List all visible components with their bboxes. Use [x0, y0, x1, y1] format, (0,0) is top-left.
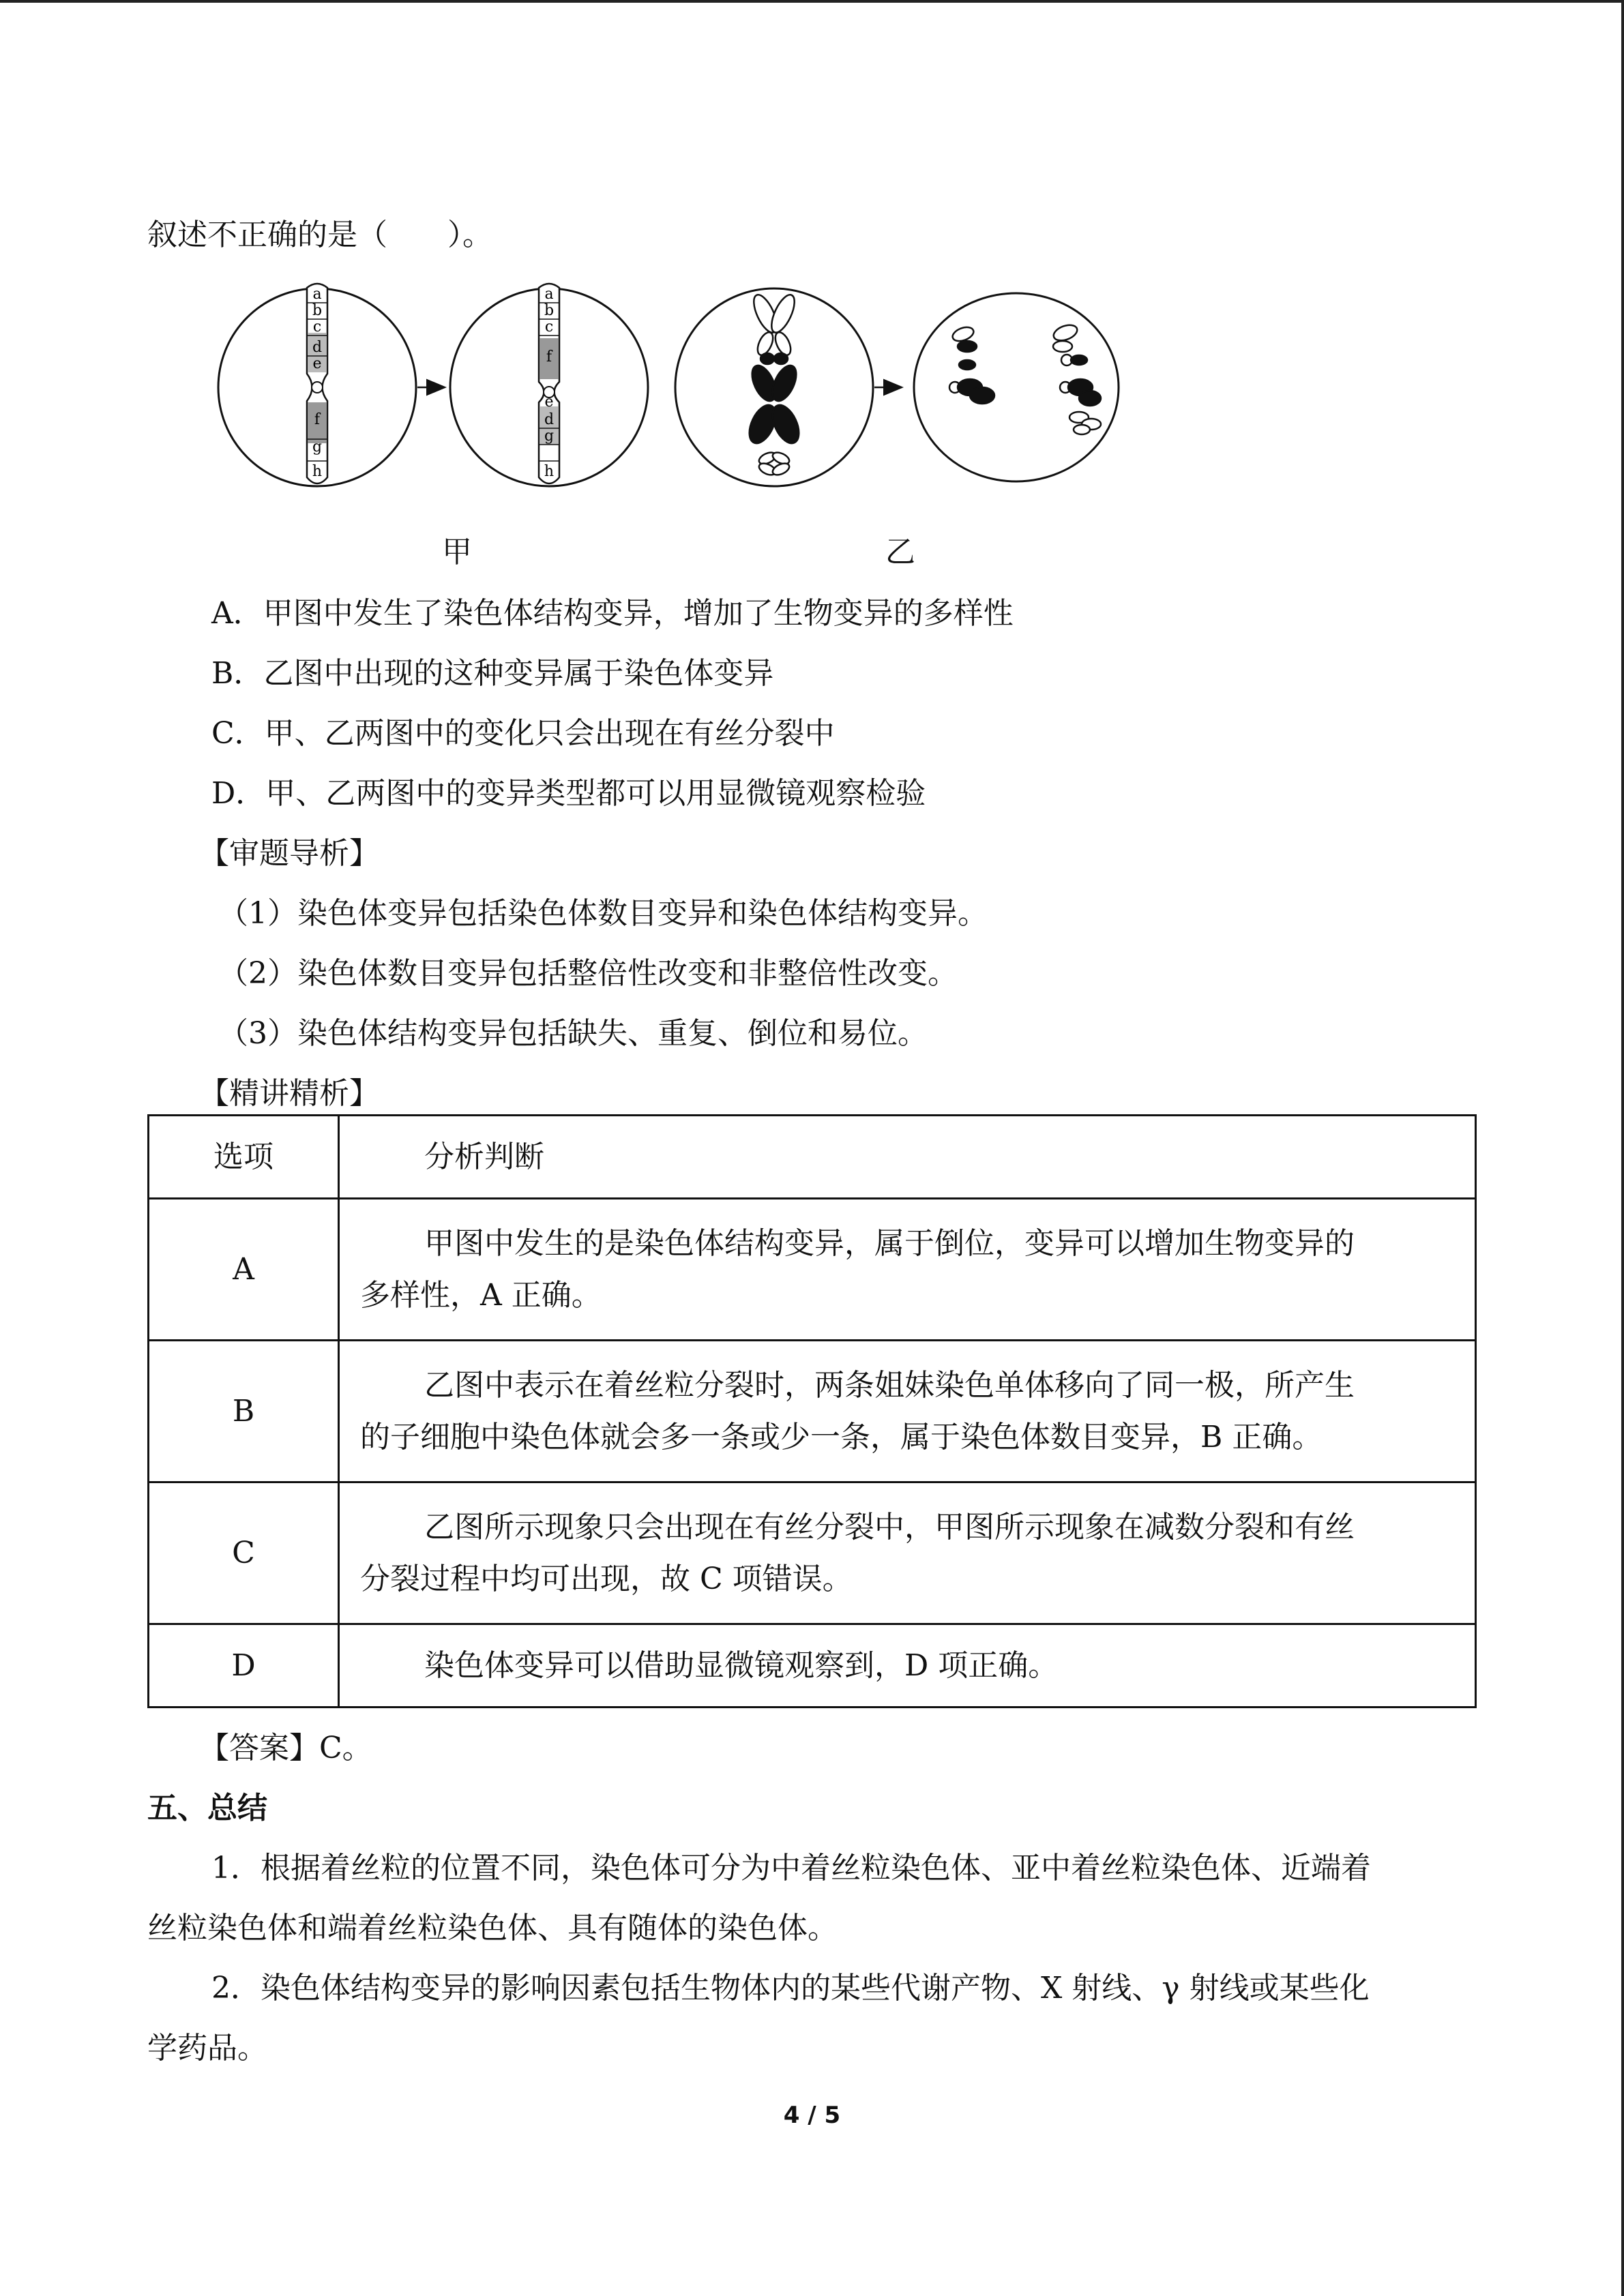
- table-row: [149, 1624, 1476, 1708]
- header-judgement: 分析判断: [339, 1116, 1476, 1199]
- chromosomes-yi-right: [1052, 322, 1101, 434]
- gene-label: e: [544, 393, 554, 411]
- gene-label: c: [544, 318, 554, 336]
- gene-label: h: [544, 463, 555, 480]
- row-option: B: [149, 1341, 339, 1482]
- analysis-table: [147, 1114, 1477, 1708]
- gene-label: d: [312, 339, 323, 356]
- gene-label: f: [546, 348, 552, 366]
- row-judgement: 乙图所示现象只会出现在有丝分裂中，甲图所示现象在减数分裂和有丝 分裂过程中均可出现，故 C 项错误。: [339, 1482, 1476, 1624]
- chromosomes-yi-before: [744, 292, 804, 477]
- answer: 【答案】C。: [199, 1731, 372, 1765]
- row-judgement: 染色体变异可以借助显微镜观察到，D 项正确。: [339, 1624, 1476, 1708]
- gene-label: g: [312, 438, 323, 456]
- guide-point-3: （3）染色体结构变异包括缺失、重复、倒位和易位。: [218, 1016, 928, 1051]
- question-stem: 叙述不正确的是（ ）。: [147, 218, 492, 252]
- gene-label: g: [544, 428, 555, 445]
- guide-point-2: （2）染色体数目变异包括整倍性改变和非整倍性改变。: [218, 956, 958, 991]
- chromosome-figure: [205, 273, 1173, 505]
- row-judgement: 甲图中发生的是染色体结构变异，属于倒位，变异可以增加生物变异的 多样性，A 正确。: [339, 1199, 1476, 1341]
- gene-label: f: [314, 411, 321, 428]
- option-c: C．甲、乙两图中的变化只会出现在有丝分裂中: [211, 716, 835, 751]
- page-top-rule: [0, 0, 1624, 3]
- chromosome-jia-after: [539, 284, 559, 483]
- gene-label: c: [312, 318, 322, 336]
- gene-label: h: [312, 463, 323, 480]
- chromosomes-yi-left: [949, 325, 994, 404]
- row-option: C: [149, 1482, 339, 1624]
- gene-label: a: [544, 286, 554, 303]
- page-right-rule: [1621, 0, 1624, 2296]
- chromosome-jia-before: [307, 284, 327, 483]
- analysis-heading: 【精讲精析】: [199, 1076, 379, 1111]
- figure-label-yi: 乙: [885, 535, 915, 569]
- table-header-row: [149, 1116, 1476, 1199]
- table-row: [149, 1199, 1476, 1341]
- header-option: 选项: [149, 1116, 339, 1199]
- gene-label: b: [312, 302, 323, 319]
- figure-label-jia: 甲: [442, 535, 472, 569]
- option-b: B．乙图中出现的这种变异属于染色体变异: [211, 656, 774, 691]
- table-row: [149, 1341, 1476, 1482]
- guide-point-1: （1）染色体变异包括染色体数目变异和染色体结构变异。: [218, 896, 988, 931]
- row-judgement: 乙图中表示在着丝粒分裂时，两条姐妹染色单体移向了同一极，所产生 的子细胞中染色体就会多一条或少一条，属于染色体数目变异，B 正确。: [339, 1341, 1476, 1482]
- option-a: A．甲图中发生了染色体结构变异，增加了生物变异的多样性: [211, 596, 1014, 631]
- table-row: [149, 1482, 1476, 1624]
- summary-p1-line2: 丝粒染色体和端着丝粒染色体、具有随体的染色体。: [147, 1911, 838, 1945]
- gene-label: a: [312, 286, 322, 303]
- option-d: D．甲、乙两图中的变异类型都可以用显微镜观察检验: [211, 776, 926, 811]
- summary-p1-line1: 1．根据着丝粒的位置不同，染色体可分为中着丝粒染色体、亚中着丝粒染色体、近端着: [211, 1851, 1371, 1885]
- figure-svg: [205, 273, 1173, 505]
- row-option: D: [149, 1624, 339, 1708]
- summary-heading: 五、总结: [147, 1791, 267, 1825]
- guide-heading: 【审题导析】: [199, 836, 379, 871]
- row-option: A: [149, 1199, 339, 1341]
- gene-label: e: [312, 355, 322, 372]
- gene-label: b: [544, 302, 555, 319]
- summary-p2-line1: 2．染色体结构变异的影响因素包括生物体内的某些代谢产物、X 射线、γ 射线或某些化: [211, 1971, 1370, 2006]
- page-number: 4 / 5: [783, 2102, 841, 2129]
- gene-label: d: [544, 411, 555, 428]
- summary-p2-line2: 学药品。: [147, 2031, 267, 2066]
